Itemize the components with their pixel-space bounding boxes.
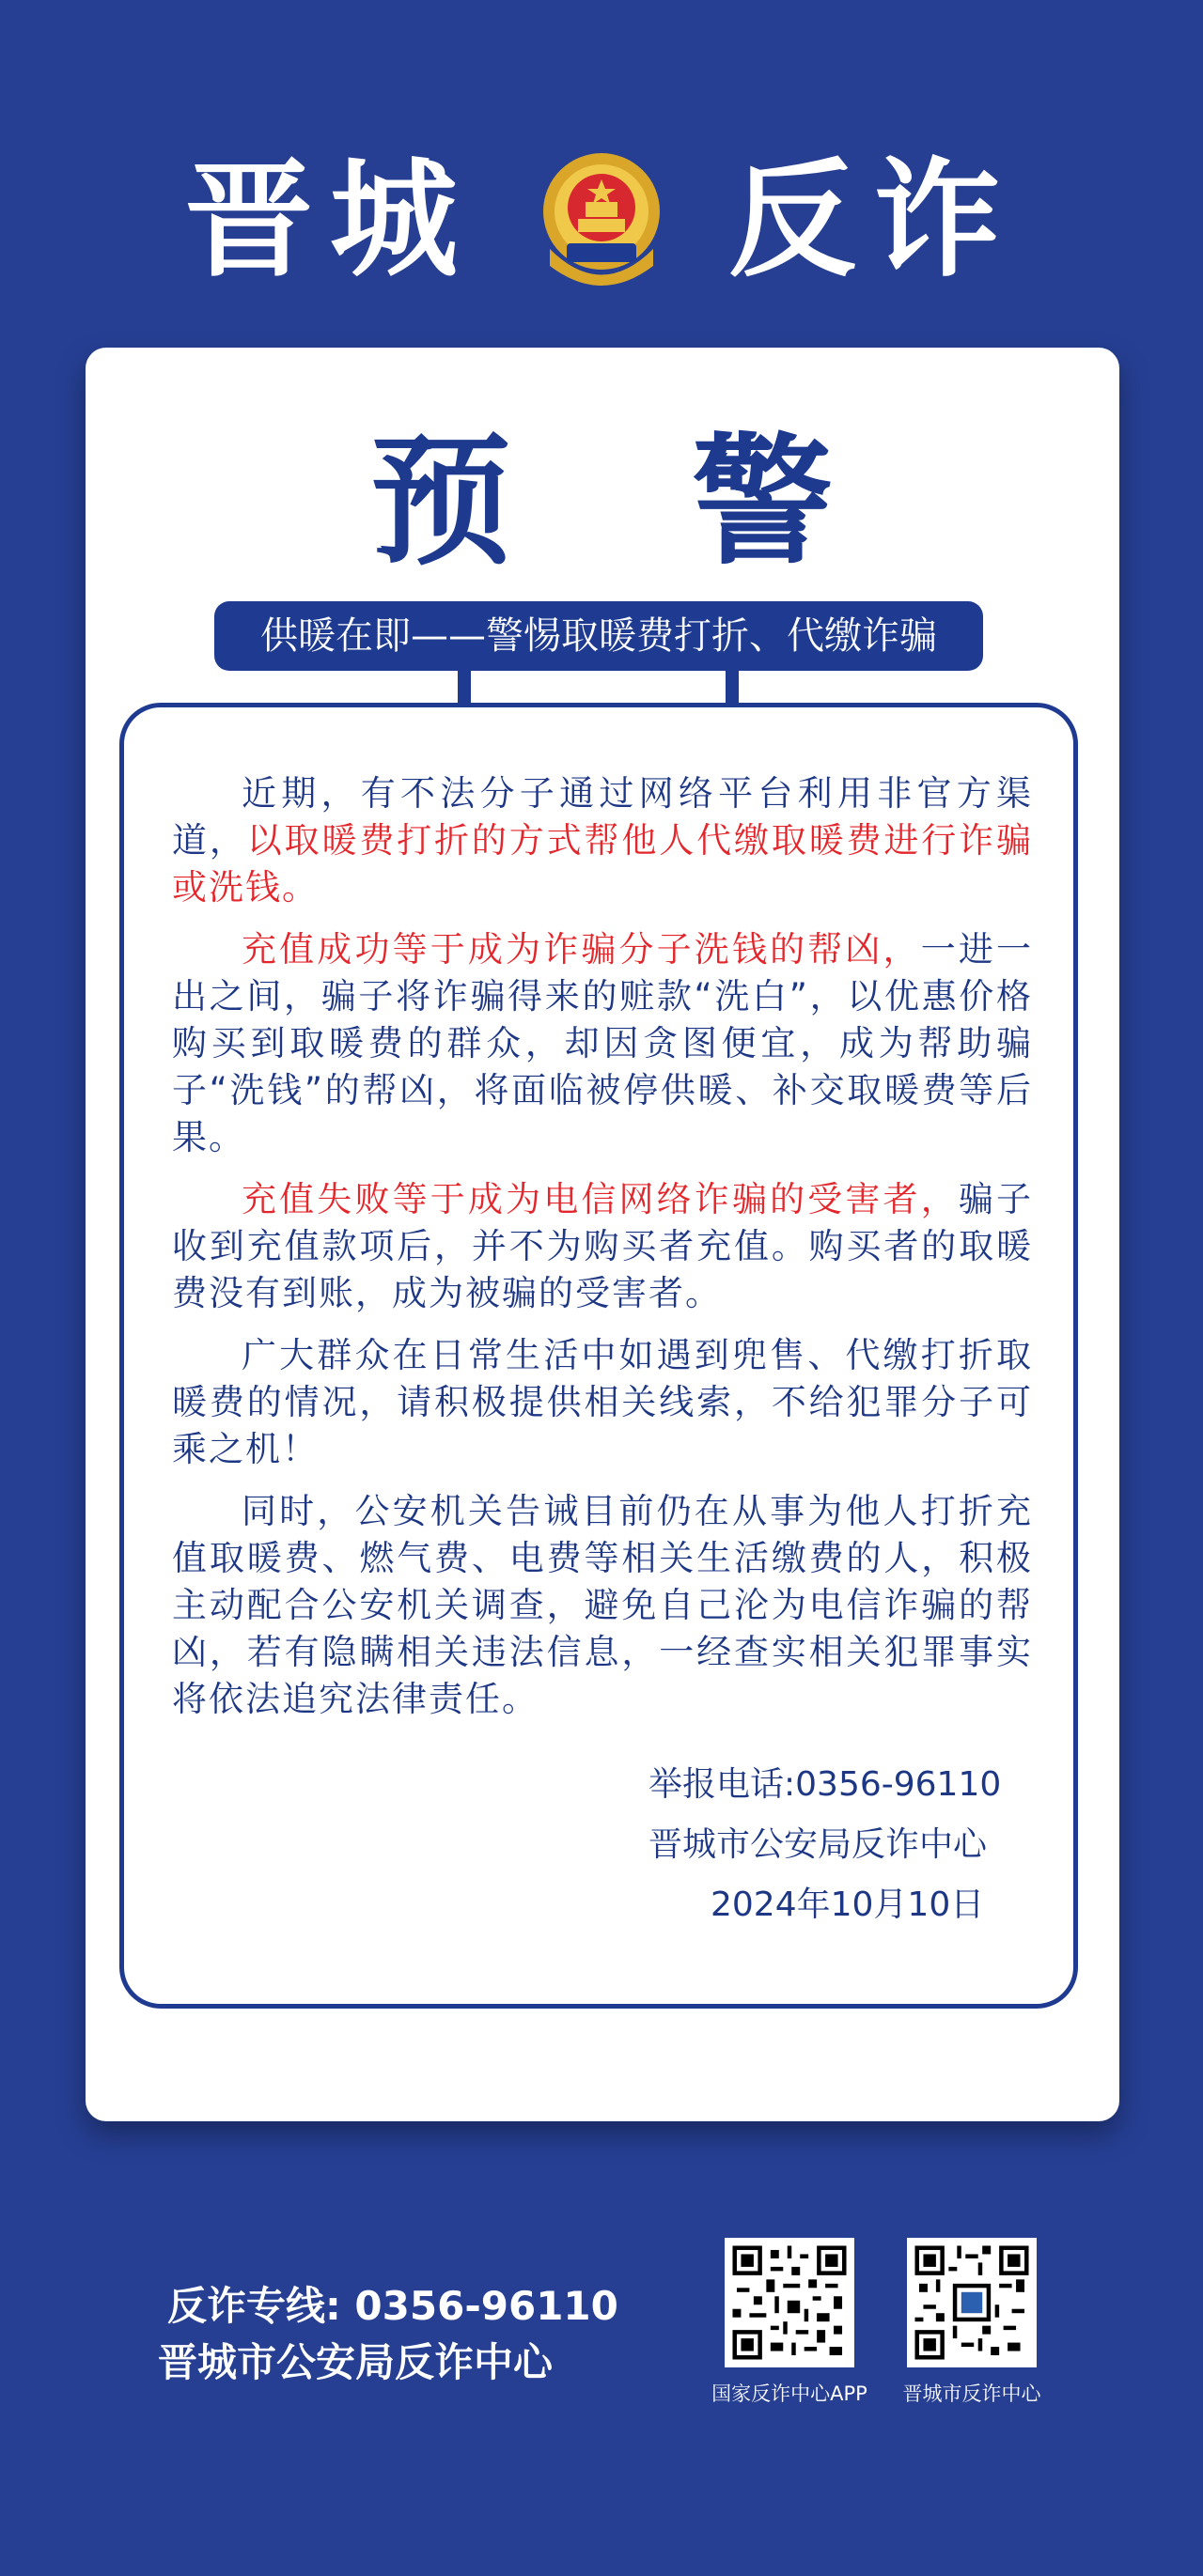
qr-code-icon [907,2238,1037,2367]
report-date: 2024年10月10日 [711,1885,985,1924]
banner-connector-right [726,667,739,705]
paragraph-2-highlight: 充值成功等于成为诈骗分子洗钱的帮凶， [242,929,921,970]
paragraph-1 [172,770,1033,911]
paragraph-4-text: 广大群众在日常生活中如遇到兜售、代缴打折取暖费的情况，请积极提供相关线索，不给犯罪分子可乘之机！ [172,1335,1033,1469]
warning-title-right: 警 [692,421,834,584]
qr-national-app-label: 国家反诈中心APP [711,2382,867,2405]
paragraph-2-text: 一进一出之间，骗子将诈骗得来的赃款“洗白”，以优惠价格购买到取暖费的群众，却因贪图便宜，成为帮助骗子“洗钱”的帮凶，将面临被停供暖、补交取暖费等后果。 [172,929,1034,1157]
qr-national-app[interactable] [705,2238,874,2407]
warning-title-left: 预 [369,421,511,584]
qr-code-icon [725,2238,854,2367]
paragraph-3-highlight: 充值失败等于成为电信网络诈骗的受害者， [242,1179,959,1219]
report-phone: 举报电话:0356-96110 [648,1765,1002,1804]
footer-contact [158,2278,618,2391]
report-info [648,1755,1053,1935]
paragraph-4 [172,1332,1033,1473]
header-left-text: 晋城 [185,147,475,295]
paragraph-5 [172,1488,1033,1723]
paragraph-1-text: 近期，有不法分子通过网络平台利用非官方渠道， [172,773,1033,861]
notice-body [172,770,1033,1738]
page-header [0,141,1203,301]
warning-title [0,421,1203,584]
police-emblem-icon [531,146,672,296]
qr-jincheng-center-label: 晋城市反诈中心 [902,2382,1041,2405]
banner-connector-left [458,667,471,705]
paragraph-5-text: 同时，公安机关告诫目前仍在从事为他人打折充值取暖费、燃气费、电费等相关生活缴费的人，积极主动配合公安机关调查，避免自己沦为电信诈骗的帮凶，若有隐瞒相关违法信息，一经查实相关犯罪事实将依法追究法律责任。 [172,1491,1033,1719]
footer-hotline: 反诈专线: 0356-96110 [167,2283,618,2329]
header-right-text: 反诈 [728,147,1018,295]
subtitle-banner: 供暖在即——警惕取暖费打折、代缴诈骗 [214,601,983,671]
qr-jincheng-center[interactable] [887,2238,1056,2407]
report-org: 晋城市公安局反诈中心 [648,1825,988,1864]
paragraph-3 [172,1176,1033,1317]
paragraph-2 [172,926,1033,1161]
paragraph-3-text: 骗子收到充值款项后，并不为购买者充值。购买者的取暖费没有到账，成为被骗的受害者。 [172,1179,1034,1313]
paragraph-1-highlight: 以取暖费打折的方式帮他人代缴取暖费进行诈骗或洗钱。 [172,820,1034,908]
footer-org: 晋城市公安局反诈中心 [158,2339,554,2385]
